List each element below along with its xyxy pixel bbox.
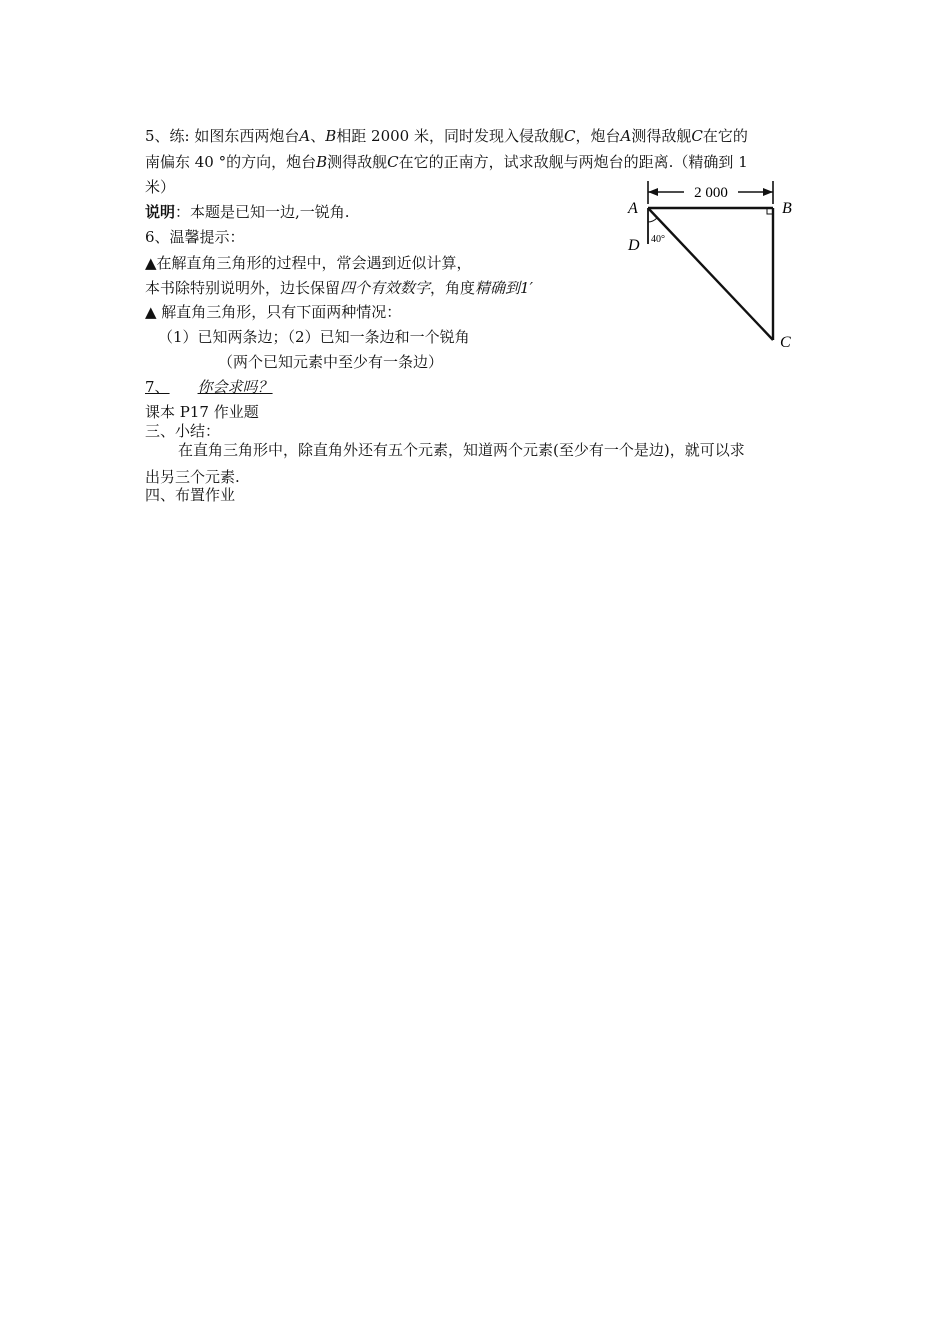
assignment-heading: 四、布置作业: [145, 486, 236, 504]
tips-emphasis: 四个有效数字: [340, 279, 431, 297]
problem5-line2: [145, 152, 748, 172]
point-a-ref: A: [620, 127, 632, 145]
note-line: [145, 202, 350, 222]
summary-heading: 三、小结：: [145, 422, 221, 440]
label-d: D: [628, 237, 640, 254]
note-text: ：本题是已知一边,一锐角.: [175, 203, 350, 221]
label-c: C: [780, 334, 791, 351]
problem5-text: 相距 2000 米，同时发现入侵敌舰: [336, 127, 564, 145]
problem5-text: 测得敌舰: [631, 127, 692, 145]
section7-title: 你会求吗？: [197, 378, 273, 396]
side-ac: [648, 208, 773, 340]
problem5-line1: [145, 126, 748, 146]
point-c-ref: C: [387, 153, 399, 171]
problem5-text: 测得敌舰: [327, 153, 388, 171]
angle-arc: [648, 218, 657, 222]
section7-heading: [145, 377, 273, 397]
arrow-right-icon: [763, 188, 773, 196]
problem5-line3: 米）: [145, 178, 176, 196]
problem5-text: 在它的: [702, 127, 748, 145]
problem5-text: 在它的正南方，试求敌舰与两炮台的距离.（精确到 1: [398, 153, 748, 171]
tips-line2: [145, 278, 533, 298]
tips-line4: （1）已知两条边；（2）已知一条边和一个锐角: [158, 328, 470, 346]
distance-label: 2 000: [694, 185, 728, 201]
section7-number: 7、: [145, 378, 170, 396]
homework-line: 课本 P17 作业题: [145, 403, 259, 421]
summary-line2: 出另三个元素.: [145, 468, 240, 486]
problem5-text: ，炮台: [575, 127, 621, 145]
note-label: 说明: [145, 203, 176, 221]
tips-line1: ▲在解直角三角形的过程中，常会遇到近似计算，: [145, 254, 472, 272]
problem5-text: 南偏东 40 °的方向，炮台: [145, 153, 317, 171]
triangle-figure: [620, 178, 810, 356]
point-b-ref: B: [316, 153, 328, 171]
separator: 、: [310, 127, 326, 145]
summary-line1: 在直角三角形中，除直角外还有五个元素，知道两个元素(至少有一个是边)，就可以求: [178, 441, 745, 459]
tips-text: ，角度: [430, 279, 476, 297]
tips-emphasis: 精确到1′: [475, 279, 533, 297]
point-a-ref: A: [299, 127, 311, 145]
tips-text: 本书除特别说明外，边长保留: [145, 279, 341, 297]
angle-label: 40°: [651, 234, 665, 245]
label-b: B: [782, 200, 792, 217]
point-c-ref: C: [691, 127, 703, 145]
problem5-prefix: 5、练: 如图东西两炮台: [145, 127, 300, 145]
point-b-ref: B: [325, 127, 337, 145]
label-a: A: [628, 200, 638, 217]
tips-line5: （两个已知元素中至少有一条边）: [218, 353, 444, 371]
tips-line3: ▲ 解直角三角形，只有下面两种情况：: [145, 303, 402, 321]
arrow-left-icon: [648, 188, 658, 196]
tips-heading: 6、温馨提示：: [145, 228, 245, 246]
point-c-ref: C: [563, 127, 576, 145]
